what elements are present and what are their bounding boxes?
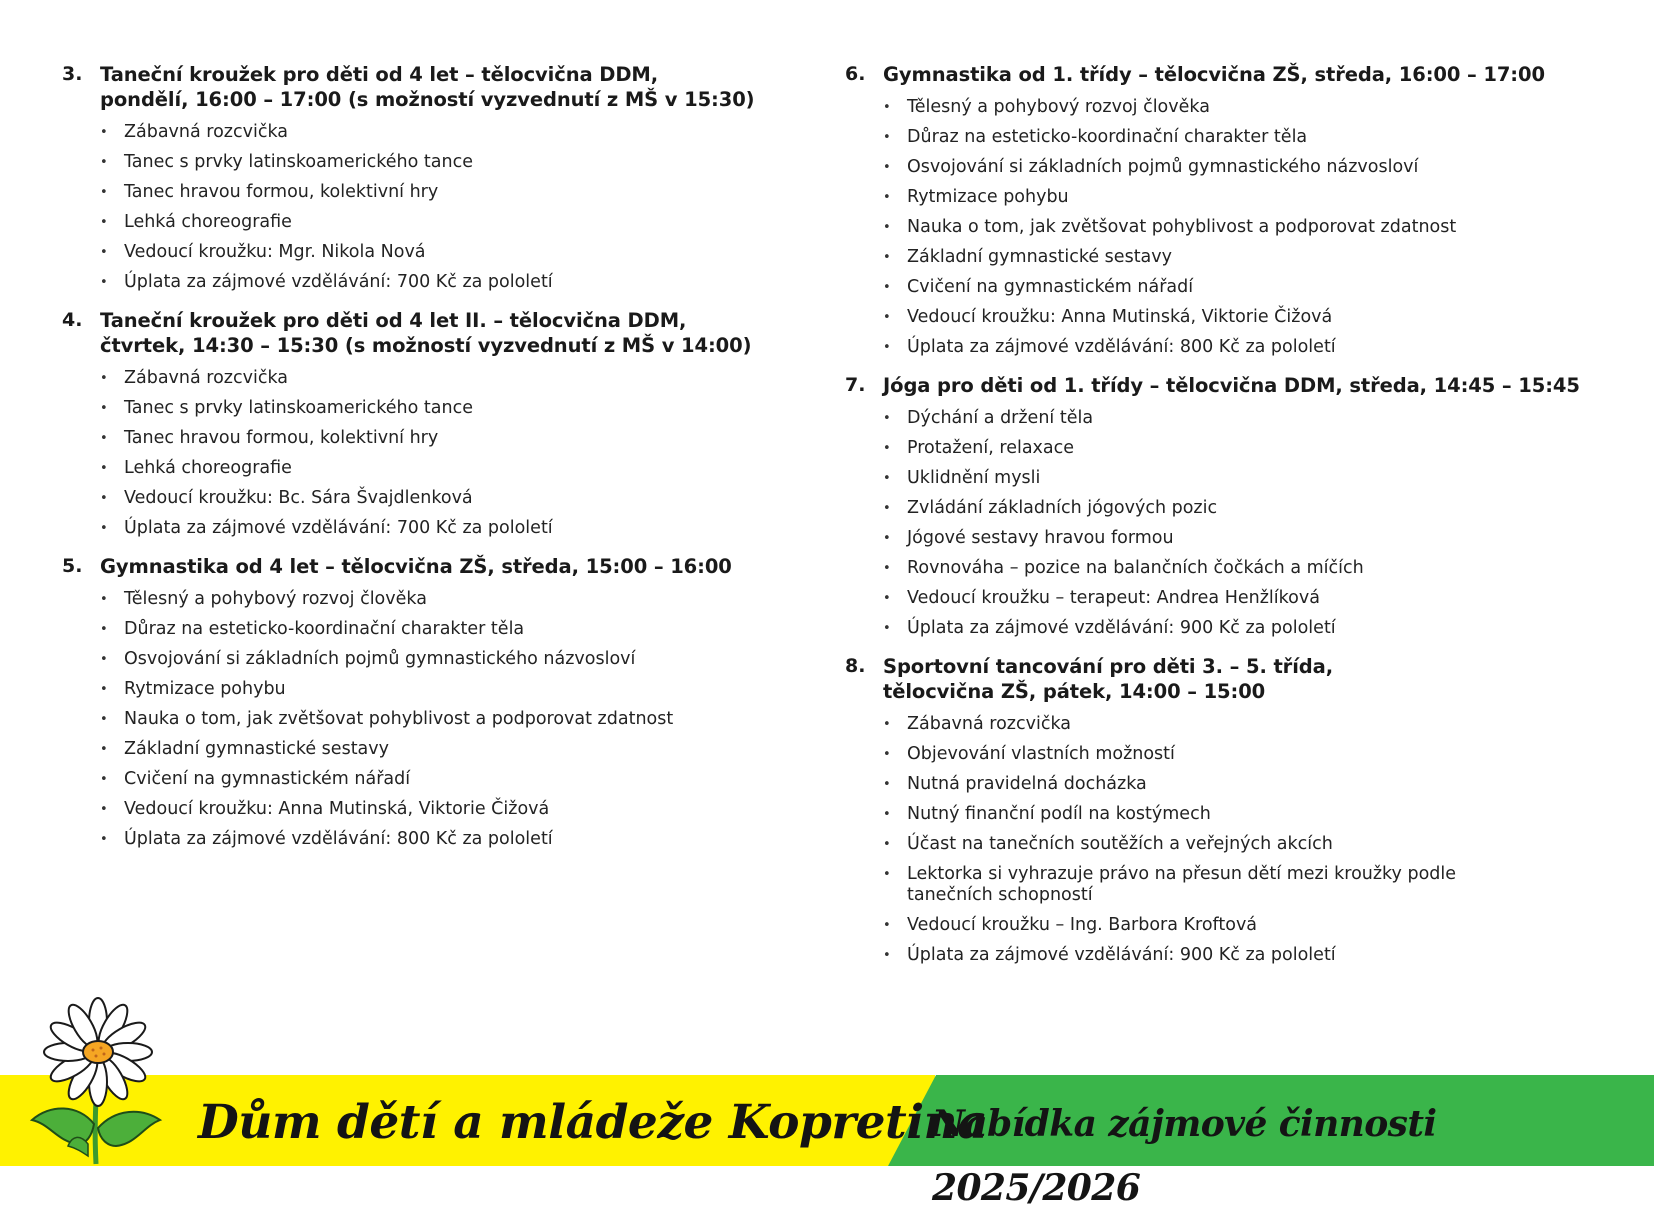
list-item: • Vedoucí kroužku: Anna Mutinská, Viktorie Čižová [883, 307, 1625, 328]
list-item: • Základní gymnastické sestavy [100, 739, 762, 760]
list-item: • Úplata za zájmové vzdělávání: 900 Kč za pololetí [883, 618, 1625, 639]
section-title [100, 554, 732, 579]
list-item: • Úplata za zájmové vzdělávání: 700 Kč za pololetí [100, 518, 762, 539]
list-item: • Důraz na esteticko-koordinační charakter těla [100, 619, 762, 640]
section-4 [62, 308, 762, 539]
list-item: • Tělesný a pohybový rozvoj člověka [883, 97, 1625, 118]
daisy-icon [28, 996, 174, 1166]
list-item: • Úplata za zájmové vzdělávání: 800 Kč za pololetí [883, 337, 1625, 358]
list-item: • Vedoucí kroužku – terapeut: Andrea Henžlíková [883, 588, 1625, 609]
list-item: • Objevování vlastních možností [883, 744, 1625, 765]
section-title [883, 373, 1580, 398]
section-number: 6. [845, 63, 866, 85]
list-item: • Rovnováha – pozice na balančních čočkách a míčích [883, 558, 1625, 579]
section-title-line: Gymnastika od 1. třídy – tělocvična ZŠ, středa, 16:00 – 17:00 [883, 63, 1545, 86]
list-item: • Základní gymnastické sestavy [883, 247, 1625, 268]
section-heading [845, 62, 1625, 87]
section-title-line: Taneční kroužek pro děti od 4 let II. – tělocvična DDM, [100, 309, 687, 332]
list-item: • Jógové sestavy hravou formou [883, 528, 1625, 549]
list-item: • Lektorka si vyhrazuje právo na přesun dětí mezi kroužky podle tanečních schopností [883, 864, 1467, 906]
section-number: 7. [845, 374, 866, 396]
list-item: • Tanec s prvky latinskoamerického tance [100, 398, 762, 419]
offer-title: Nabídka zájmové činnosti 2025/2026 [932, 1103, 1437, 1209]
list-item: • Dýchání a držení těla [883, 408, 1625, 429]
list-item: • Zábavná rozcvička [100, 368, 762, 389]
section-heading [845, 654, 1625, 704]
section-heading [62, 308, 762, 358]
section-heading [62, 554, 762, 579]
section-title-line: pondělí, 16:00 – 17:00 (s možností vyzvednutí z MŠ v 15:30) [100, 88, 755, 111]
section-number: 3. [62, 63, 83, 85]
list-item: • Účast na tanečních soutěžích a veřejných akcích [883, 834, 1625, 855]
list-item: • Nutný finanční podíl na kostýmech [883, 804, 1625, 825]
section-title [100, 62, 754, 112]
list-item: • Úplata za zájmové vzdělávání: 700 Kč za pololetí [100, 272, 762, 293]
section-title-line: čtvrtek, 14:30 – 15:30 (s možností vyzvednutí z MŠ v 14:00) [100, 334, 752, 357]
list-item: • Protažení, relaxace [883, 438, 1625, 459]
section-number: 5. [62, 555, 83, 577]
section-title-line: Sportovní tancování pro děti 3. – 5. třída, [883, 655, 1333, 678]
section-item-list [62, 122, 762, 293]
section-item-list [62, 589, 762, 850]
list-item: • Cvičení na gymnastickém nářadí [883, 277, 1625, 298]
list-item: • Tanec hravou formou, kolektivní hry [100, 428, 762, 449]
list-item: • Důraz na esteticko-koordinační charakter těla [883, 127, 1625, 148]
section-item-list [845, 714, 1625, 966]
list-item: • Rytmizace pohybu [883, 187, 1625, 208]
list-item: • Osvojování si základních pojmů gymnastického názvosloví [100, 649, 762, 670]
list-item: • Tanec hravou formou, kolektivní hry [100, 182, 762, 203]
section-title-line: Taneční kroužek pro děti od 4 let – tělocvična DDM, [100, 63, 659, 86]
list-item: • Nauka o tom, jak zvětšovat pohyblivost a podporovat zdatnost [100, 709, 762, 730]
section-title-line: Jóga pro děti od 1. třídy – tělocvična DDM, středa, 14:45 – 15:45 [883, 374, 1580, 397]
list-item: • Úplata za zájmové vzdělávání: 900 Kč za pololetí [883, 945, 1625, 966]
list-item: • Cvičení na gymnastickém nářadí [100, 769, 762, 790]
list-item: • Zvládání základních jógových pozic [883, 498, 1625, 519]
list-item: • Tělesný a pohybový rozvoj člověka [100, 589, 762, 610]
section-title-line: Gymnastika od 4 let – tělocvična ZŠ, středa, 15:00 – 16:00 [100, 555, 732, 578]
section-5 [62, 554, 762, 850]
list-item: • Rytmizace pohybu [100, 679, 762, 700]
list-item: • Úplata za zájmové vzdělávání: 800 Kč za pololetí [100, 829, 762, 850]
section-number: 8. [845, 655, 866, 677]
section-number: 4. [62, 309, 83, 331]
section-title [883, 62, 1545, 87]
section-title [883, 654, 1333, 704]
organization-name: Dům dětí a mládeže Kopretina [198, 1095, 988, 1150]
section-8 [845, 654, 1625, 966]
section-title-line: tělocvična ZŠ, pátek, 14:00 – 15:00 [883, 680, 1266, 703]
list-item: • Osvojování si základních pojmů gymnastického názvosloví [883, 157, 1625, 178]
section-title [100, 308, 751, 358]
left-column [62, 62, 762, 865]
section-7 [845, 373, 1625, 639]
list-item: • Zábavná rozcvička [100, 122, 762, 143]
section-3 [62, 62, 762, 293]
list-item: • Zábavná rozcvička [883, 714, 1625, 735]
section-6 [845, 62, 1625, 358]
section-item-list [845, 408, 1625, 639]
list-item: • Vedoucí kroužku: Anna Mutinská, Viktorie Čižová [100, 799, 762, 820]
section-heading [845, 373, 1625, 398]
list-item: • Vedoucí kroužku: Mgr. Nikola Nová [100, 242, 762, 263]
list-item: • Tanec s prvky latinskoamerického tance [100, 152, 762, 173]
section-item-list [845, 97, 1625, 358]
right-column [845, 62, 1625, 981]
list-item: • Nutná pravidelná docházka [883, 774, 1625, 795]
section-item-list [62, 368, 762, 539]
list-item: • Vedoucí kroužku – Ing. Barbora Kroftová [883, 915, 1625, 936]
section-heading [62, 62, 762, 112]
list-item: • Uklidnění mysli [883, 468, 1625, 489]
list-item: • Lehká choreografie [100, 212, 762, 233]
list-item: • Vedoucí kroužku: Bc. Sára Švajdlenková [100, 488, 762, 509]
list-item: • Nauka o tom, jak zvětšovat pohyblivost a podporovat zdatnost [883, 217, 1625, 238]
list-item: • Lehká choreografie [100, 458, 762, 479]
